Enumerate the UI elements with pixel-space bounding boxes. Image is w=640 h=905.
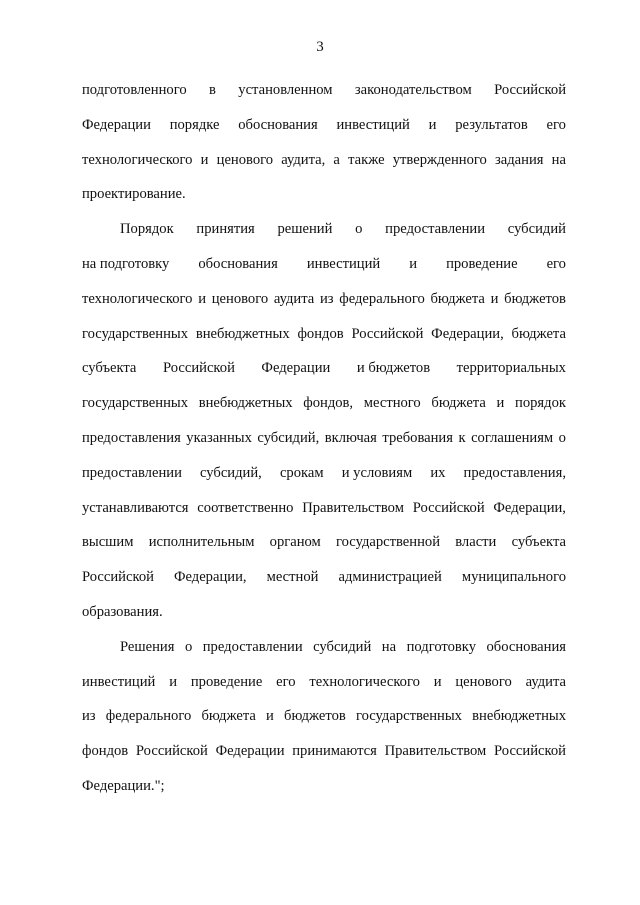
word: принимаются xyxy=(292,743,377,760)
word: внебюджетных xyxy=(198,395,293,412)
word: и xyxy=(409,255,418,272)
text-line xyxy=(82,734,566,769)
word: инвестиций xyxy=(82,673,156,690)
word: из xyxy=(82,708,96,725)
word: местного xyxy=(363,395,421,412)
word: и xyxy=(490,290,499,307)
word: Федерации, xyxy=(431,325,504,342)
word: бюджета xyxy=(430,290,485,307)
word: а xyxy=(333,151,340,168)
word: предоставления xyxy=(82,429,181,446)
word: образования. xyxy=(82,603,163,620)
word: установленном xyxy=(238,82,333,98)
word: соответственно xyxy=(197,499,294,516)
word: предоставлении xyxy=(82,464,182,481)
word: и xyxy=(266,708,274,725)
word: Правительством xyxy=(302,499,404,516)
word: о xyxy=(184,638,193,655)
word: указанных xyxy=(186,429,252,446)
word: ценового xyxy=(211,290,269,307)
word: аудита xyxy=(273,290,315,307)
word: местной xyxy=(266,569,319,586)
text-line xyxy=(82,177,566,212)
word: соглашениям xyxy=(471,429,554,446)
word: субсидий xyxy=(507,221,566,238)
word: Федерации, xyxy=(173,569,247,586)
word: его xyxy=(276,673,296,690)
page-number: 3 xyxy=(316,39,324,55)
word: государственных xyxy=(82,395,189,412)
word: Российской xyxy=(351,325,424,342)
word: инвестиций xyxy=(336,116,410,133)
word: обоснования xyxy=(486,638,566,655)
text-line xyxy=(82,351,566,386)
word: Правительством xyxy=(384,743,487,760)
word: и xyxy=(428,116,437,133)
word: субсидий, xyxy=(257,429,320,446)
word: его xyxy=(546,255,566,272)
word: Федерации, xyxy=(493,499,566,516)
word: подготовленного xyxy=(82,82,187,98)
word: территориальных xyxy=(456,360,566,377)
word: и xyxy=(433,673,442,690)
word: субсидий xyxy=(313,638,372,655)
word: их xyxy=(430,464,446,481)
word: ценового xyxy=(455,673,512,690)
text-line xyxy=(82,247,566,282)
word: бюджета xyxy=(201,708,256,725)
document-body xyxy=(82,73,566,804)
word: также xyxy=(348,151,385,168)
word: фондов xyxy=(82,743,129,760)
word: на xyxy=(551,151,566,168)
word: подготовку xyxy=(406,638,476,655)
text-line xyxy=(82,456,566,491)
word: субъекта xyxy=(82,360,137,377)
word: федерального xyxy=(105,708,192,725)
word: обоснования xyxy=(238,116,318,133)
text-line xyxy=(82,769,566,804)
text-line xyxy=(82,630,566,665)
word: субсидий, xyxy=(200,464,262,481)
word: и xyxy=(200,151,209,168)
word: предоставлении xyxy=(385,221,486,238)
word: о xyxy=(558,429,566,446)
word: и бюджетов xyxy=(356,360,431,377)
word: аудита, xyxy=(281,151,326,168)
word: ценового xyxy=(216,151,274,168)
word: результатов xyxy=(455,116,528,133)
word: устанавливаются xyxy=(82,499,189,516)
word: требования xyxy=(382,429,453,446)
word: государственной xyxy=(336,534,441,551)
word: внебюджетных xyxy=(472,708,566,725)
word: в xyxy=(209,82,216,98)
word: принятия xyxy=(196,221,255,238)
word: и xyxy=(169,673,178,690)
word: обоснования xyxy=(198,255,278,272)
word: технологического xyxy=(309,673,420,690)
word: фондов xyxy=(297,325,344,342)
word: Федерации xyxy=(82,116,151,133)
word: исполнительным xyxy=(148,534,255,551)
word: аудита xyxy=(525,673,566,690)
word: государственных xyxy=(82,325,189,342)
word: внебюджетных xyxy=(195,325,290,342)
text-line xyxy=(82,108,566,143)
paragraph xyxy=(82,630,566,804)
word: из xyxy=(319,290,334,307)
word: утвержденного xyxy=(392,151,487,168)
word: Российской xyxy=(162,360,235,377)
text-line xyxy=(82,421,566,456)
word: срокам xyxy=(279,464,324,481)
text-line xyxy=(82,525,566,560)
word: и условиям xyxy=(341,464,413,481)
word: федерального xyxy=(339,290,425,307)
text-line xyxy=(82,665,566,700)
word: муниципального xyxy=(461,569,566,586)
text-line xyxy=(82,143,566,178)
word: законодательством xyxy=(354,82,472,98)
paragraph xyxy=(82,212,566,630)
word: на xyxy=(381,638,397,655)
word: Российской xyxy=(412,499,485,516)
word: бюджетов xyxy=(284,708,346,725)
word: Федерации xyxy=(261,360,331,377)
word: субъекта xyxy=(511,534,566,551)
word: проведение xyxy=(190,673,263,690)
word: порядке xyxy=(169,116,220,133)
word: бюджета xyxy=(431,395,486,412)
word: инвестиций xyxy=(306,255,381,272)
word: фондов, xyxy=(303,395,354,412)
text-line xyxy=(82,212,566,247)
word: задания xyxy=(495,151,544,168)
word: Российской xyxy=(494,82,566,98)
word: решений xyxy=(277,221,333,238)
text-line xyxy=(82,560,566,595)
word: Федерации xyxy=(215,743,285,760)
word: на подготовку xyxy=(82,255,170,272)
text-line xyxy=(82,73,566,108)
word: Российской xyxy=(82,569,154,586)
word: к xyxy=(458,429,466,446)
word: бюджетов xyxy=(504,290,566,307)
word: включая xyxy=(324,429,377,446)
word: и xyxy=(496,395,505,412)
text-line xyxy=(82,491,566,526)
word: предоставления, xyxy=(463,464,566,481)
word: Решения xyxy=(120,638,175,655)
text-line xyxy=(82,386,566,421)
word: администрацией xyxy=(338,569,442,586)
word: предоставлении xyxy=(202,638,303,655)
word: и xyxy=(198,290,207,307)
text-line xyxy=(82,282,566,317)
word: технологического xyxy=(82,290,193,307)
word: проведение xyxy=(446,255,518,272)
word: Порядок xyxy=(120,221,174,238)
text-line xyxy=(82,595,566,630)
word: Федерации."; xyxy=(82,777,165,794)
word: Российской xyxy=(135,743,208,760)
word: его xyxy=(546,116,566,133)
word: Российской xyxy=(494,743,566,760)
word: органом xyxy=(269,534,321,551)
word: проектирование. xyxy=(82,186,186,203)
text-line xyxy=(82,699,566,734)
paragraph xyxy=(82,73,566,212)
text-line xyxy=(82,317,566,352)
word: высшим xyxy=(82,534,134,551)
word: порядок xyxy=(515,395,566,412)
word: о xyxy=(355,221,363,238)
word: технологического xyxy=(82,151,193,168)
word: власти xyxy=(455,534,497,551)
word: бюджета xyxy=(511,325,566,342)
word: государственных xyxy=(355,708,462,725)
